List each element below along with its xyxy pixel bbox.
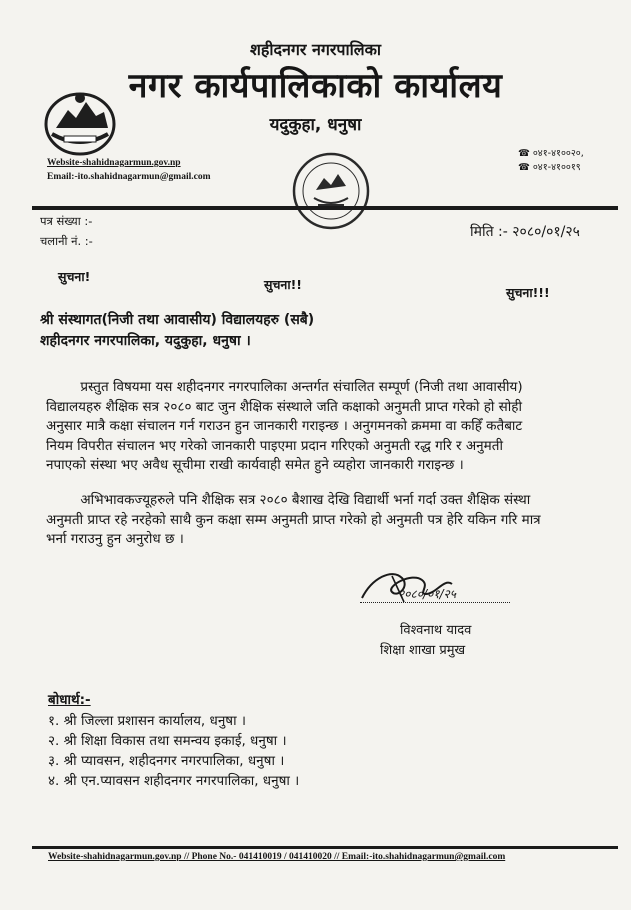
office-location: यदुकुहा, धनुषा: [269, 115, 362, 135]
cc-item: १. श्री जिल्ला प्रशासन कार्यालय, धनुषा ।: [48, 713, 247, 729]
addressee-line-2: शहीदनगर नगरपालिका, यदुकुहा, धनुषा ।: [40, 333, 251, 349]
paragraph-line: विद्यालयहरु शैक्षिक सत्र २०८० बाट जुन शैक्षिक संस्थाले जति कक्षाको अनुमती प्राप्त गरेको हो सोही: [46, 398, 522, 415]
signatory-name: विश्वनाथ यादव: [400, 623, 472, 638]
notice-heading-1: सुचना!: [58, 269, 91, 284]
paragraph-line: नियम विपरीत संचालन भए गरेको जानकारी पाइएमा प्रदान गरिएको अनुमती रद्ध गरि र अनुमती: [46, 437, 503, 454]
signature-line: [360, 602, 510, 603]
notice-heading-3: सुचना!!!: [506, 285, 550, 300]
signature-date: २०८०/०१/२५: [398, 587, 457, 601]
paragraph-line: अनुमती प्राप्त रहे नरहेको साथै कुन कक्षा सम्म अनुमती प्राप्त गरेको हो अनुमती पत्र हेरि यकिन गरि मात्र: [46, 511, 541, 528]
phone-number-1: ☎ ०४१-४१००२०,: [518, 148, 584, 159]
phone-number-2: ☎ ०४१-४१००१९: [518, 162, 581, 173]
paragraph-line: नपाएको संस्था भए अवैध सूचीमा राखी कार्यवाही समेत हुने व्यहोरा जानकारी गराइन्छ ।: [46, 457, 464, 473]
letter-date: मिति :- २०८०/०१/२५: [470, 224, 580, 240]
cc-item: ३. श्री प्यावसन, शहीदनगर नगरपालिका, धनुषा ।: [48, 753, 285, 769]
signatory-title: शिक्षा शाखा प्रमुख: [380, 643, 466, 658]
municipality-name: शहीदनगर नगरपालिका: [249, 40, 382, 59]
paragraph-line: अभिभावकज्यूहरुले पनि शैक्षिक सत्र २०८० बैशाख देखि विद्यार्थी भर्ना गर्दा उक्त शैक्षिक संस्था: [46, 492, 531, 508]
footer-contact: Website-shahidnagarmun.gov.np // Phone No.- 041410019 / 041410020 // Email:-ito.shahidnagarmun@gmail.com: [48, 852, 506, 862]
paragraph-line: प्रस्तुत विषयमा यस शहीदनगर नगरपालिका अन्तर्गत संचालित सम्पूर्ण (निजी तथा आवासीय): [46, 379, 523, 395]
addressee-line-1: श्री संस्थागत(निजी तथा आवासीय) विद्यालयहरु (सबै): [40, 312, 315, 328]
header-divider: [32, 206, 618, 210]
email-text: Email:-ito.shahidnagarmun@gmail.com: [47, 172, 211, 182]
website-text: Website-shahidnagarmun.gov.np: [47, 158, 181, 168]
paragraph-line: भर्ना गराउनु हुन अनुरोध छ ।: [46, 531, 184, 547]
footer-divider: [32, 846, 618, 849]
cc-item: ४. श्री एन.प्यावसन शहीदनगर नगरपालिका, धनुषा ।: [48, 773, 300, 789]
reference-number-label: पत्र संख्या :-: [40, 214, 93, 228]
office-title: नगर कार्यपालिकाको कार्यालय: [128, 66, 503, 106]
paragraph-line: अनुसार मात्रै कक्षा संचालन गर्न गराउन हुन जानकारी गराइन्छ । अनुगमनको क्रममा वा कहिँ कतैबाट: [46, 418, 523, 434]
body-paragraph-1: [46, 378, 614, 476]
dispatch-number-label: चलानी नं. :-: [40, 234, 93, 248]
body-paragraph-2: [46, 491, 614, 550]
cc-item: २. श्री शिक्षा विकास तथा समन्वय इकाई, धनुषा ।: [48, 733, 287, 749]
office-seal-icon: [290, 150, 372, 232]
notice-heading-2: सुचना!!: [264, 277, 302, 292]
cc-heading: बोधार्थ:-: [48, 692, 91, 708]
